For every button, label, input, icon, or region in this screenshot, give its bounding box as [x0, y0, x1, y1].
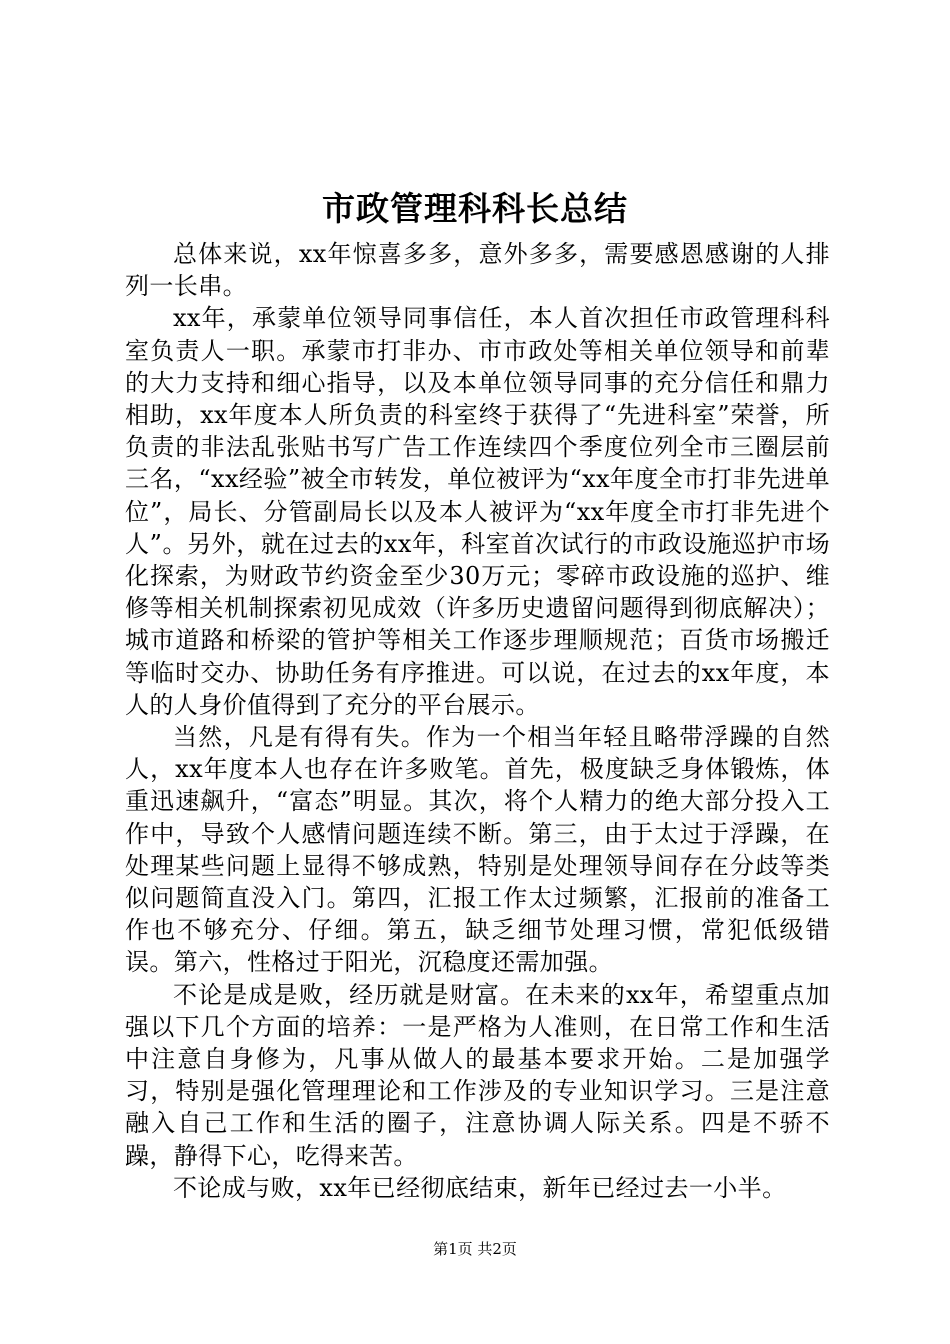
paragraph: 当然，凡是有得有失。作为一个相当年轻且略带浮躁的自然人，xx年度本人也存在许多败笔。首先，极度缺乏身体锻炼，体重迅速飙升，“富态”明显。其次，将个人精力的绝大部分投入工作中，导致个人感情问题连续不断。第三，由于太过于浮躁，在处理某些问题上显得不够成熟，特别是处理领导间存在分歧等类似问题简直没入门。第四，汇报工作太过频繁，汇报前的准备工作也不够充分、仔细。第五，缺乏细节处理习惯，常犯低级错误。第六，性格过于阳光，沉稳度还需加强。	[125, 723, 830, 977]
document-body	[125, 238, 830, 1204]
paragraph: 不论是成是败，经历就是财富。在未来的xx年，希望重点加强以下几个方面的培养：一是严格为人准则，在日常工作和生活中注意自身修为，凡事从做人的最基本要求开始。二是加强学习，特别是强化管理理论和工作涉及的专业知识学习。三是注意融入自己工作和生活的圈子，注意协调人际关系。四是不骄不躁，静得下心，吃得来苦。	[125, 980, 830, 1170]
paragraph: 不论成与败，xx年已经彻底结束，新年已经过去一小半。	[173, 1173, 787, 1202]
document-title: 市政管理科科长总结	[322, 189, 628, 228]
page-number-footer: 第1页 共2页	[433, 1240, 517, 1258]
paragraph: xx年，承蒙单位领导同事信任，本人首次担任市政管理科科室负责人一职。承蒙市打非办、市市政处等相关单位领导和前辈的大力支持和细心指导，以及本单位领导同事的充分信任和鼎力相助，xx年度本人所负责的科室终于获得了“先进科室”荣誉，所负责的非法乱张贴书写广告工作连续四个季度位列全市三圈层前三名，“xx经验”被全市转发，单位被评为“xx年度全市打非先进单位”，局长、分管副局长以及本人被评为“xx年度全市打非先进个人”。另外，就在过去的xx年，科室首次试行的市政设施巡护市场化探索，为财政节约资金至少30万元；零碎市政设施的巡护、维修等相关机制探索初见成效（许多历史遗留问题得到彻底解决）；城市道路和桥梁的管护等相关工作逐步理顺规范；百货市场搬迁等临时交办、协助任务有序推进。可以说，在过去的xx年度，本人的人身价值得到了充分的平台展示。	[125, 304, 830, 719]
paragraph: 总体来说，xx年惊喜多多，意外多多，需要感恩感谢的人排列一长串。	[125, 240, 830, 301]
